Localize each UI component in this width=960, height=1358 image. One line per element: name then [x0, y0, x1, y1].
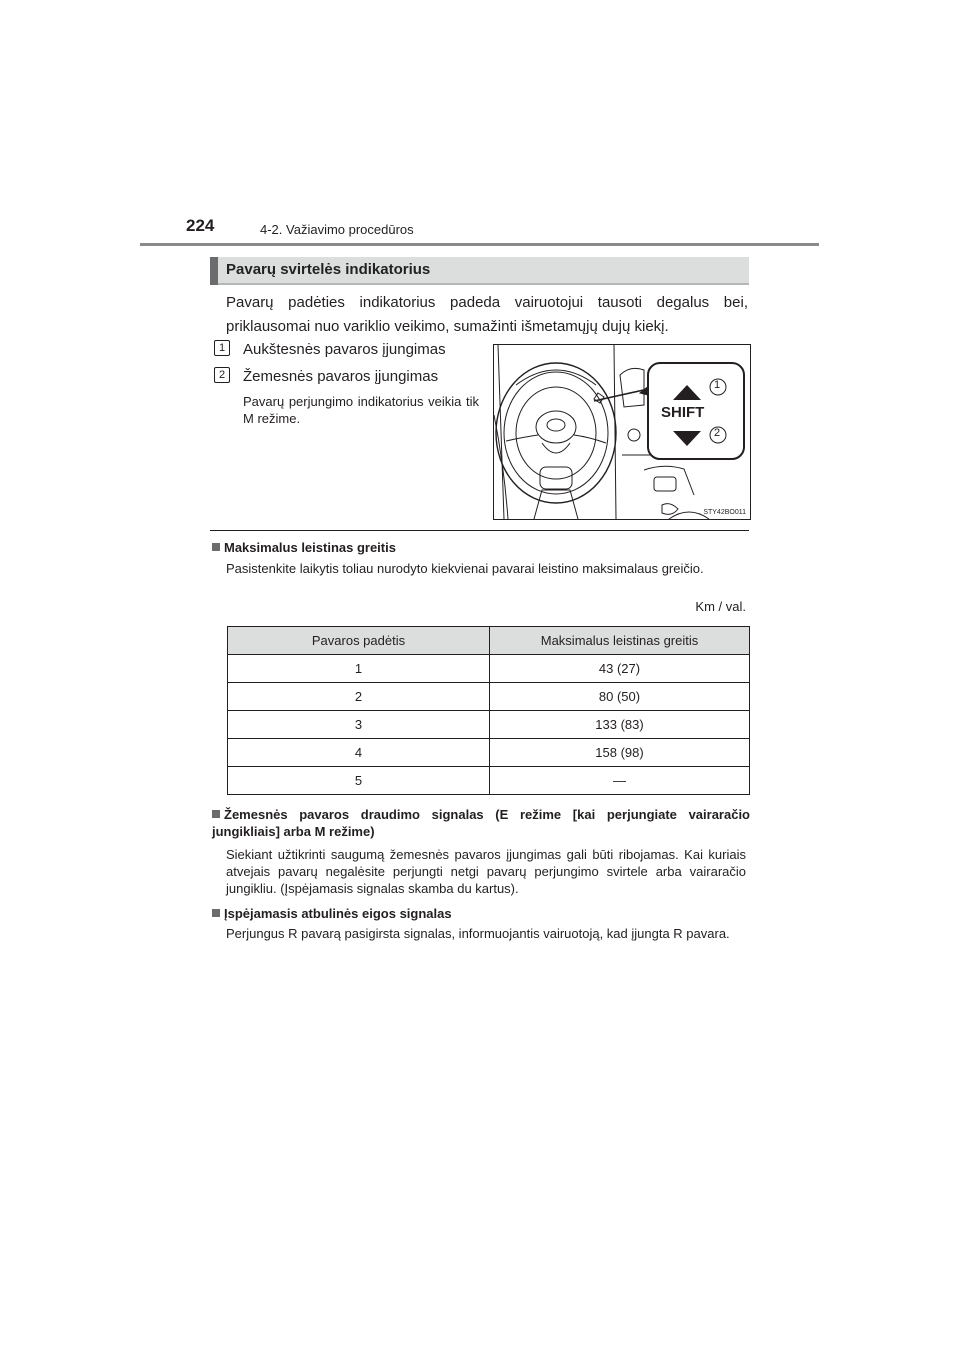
item-number-2: 2 [214, 367, 230, 383]
downshift-heading-text: Žemesnės pavaros draudimo signalas (E režime [kai perjungiate vairaračio jungikliais] arba M režime) [212, 807, 750, 839]
table-row [228, 767, 750, 795]
speed-unit: Km / val. [695, 599, 746, 614]
note-text: Pavarų perjungimo indikatorius veikia tik M režime. [243, 394, 479, 426]
max-speed-heading [212, 539, 396, 556]
table-header-row [228, 627, 750, 655]
table-cell-speed: 43 (27) [490, 655, 750, 683]
table-cell-gear: 5 [228, 767, 490, 795]
figure-code: STY42BO011 [703, 509, 746, 516]
shift-indicator-figure [493, 344, 751, 520]
table-row [228, 739, 750, 767]
bullet-square-icon [212, 810, 220, 818]
item-label-upshift: Aukštesnės pavaros įjungimas [243, 341, 446, 358]
table-row [228, 655, 750, 683]
downshift-heading [212, 806, 750, 840]
table-header-speed: Maksimalus leistinas greitis [490, 627, 750, 655]
table-cell-gear: 3 [228, 711, 490, 739]
steering-wheel-illustration [494, 345, 750, 519]
table-cell-gear: 1 [228, 655, 490, 683]
table-row [228, 683, 750, 711]
item-label-downshift: Žemesnės pavaros įjungimas [243, 368, 439, 385]
max-speed-heading-text: Maksimalus leistinas greitis [224, 540, 396, 555]
table-cell-speed: 80 (50) [490, 683, 750, 711]
shift-label: SHIFT [661, 404, 705, 421]
section-divider [210, 530, 749, 531]
max-speed-table [227, 626, 750, 795]
section-header: 4-2. Važiavimo procedūros [260, 222, 414, 237]
table-cell-speed: 158 (98) [490, 739, 750, 767]
max-speed-text: Pasistenkite laikytis toliau nurodyto kiekvienai pavarai leistino maksimalaus greičio. [226, 561, 704, 576]
reverse-heading-text: Įspėjamasis atbulinės eigos signalas [224, 906, 452, 921]
callout-2: 2 [714, 427, 721, 439]
table-row [228, 711, 750, 739]
page-title: Pavarų svirtelės indikatorius [226, 261, 431, 278]
header-rule [140, 243, 819, 246]
intro-paragraph: Pavarų padėties indikatorius padeda vairuotojui tausoti degalus bei, priklausomai nuo variklio veikimo, sumažinti išmetamųjų dujų kiekį. [226, 294, 748, 335]
reverse-text: Perjungus R pavarą pasigirsta signalas, informuojantis vairuotoją, kad įjungta R pavara. [226, 926, 730, 941]
table-cell-speed: 133 (83) [490, 711, 750, 739]
reverse-heading [212, 905, 452, 922]
table-cell-speed: — [490, 767, 750, 795]
title-accent [210, 257, 218, 285]
bullet-square-icon [212, 543, 220, 551]
callout-1: 1 [714, 379, 721, 391]
bullet-square-icon [212, 909, 220, 917]
item-number-1: 1 [214, 340, 230, 356]
table-cell-gear: 4 [228, 739, 490, 767]
table-cell-gear: 2 [228, 683, 490, 711]
downshift-text: Siekiant užtikrinti saugumą žemesnės pavaros įjungimas gali būti ribojamas. Kai kuriais atvejais pavarų negalėsite perjungti netgi pavarų perjungimo svirtele arba vairaračio jungikliu. (Įspėjamasis signalas skamba du kartus). [226, 847, 746, 896]
title-bar [210, 257, 749, 285]
page-number: 224 [186, 216, 215, 235]
table-header-gear: Pavaros padėtis [228, 627, 490, 655]
